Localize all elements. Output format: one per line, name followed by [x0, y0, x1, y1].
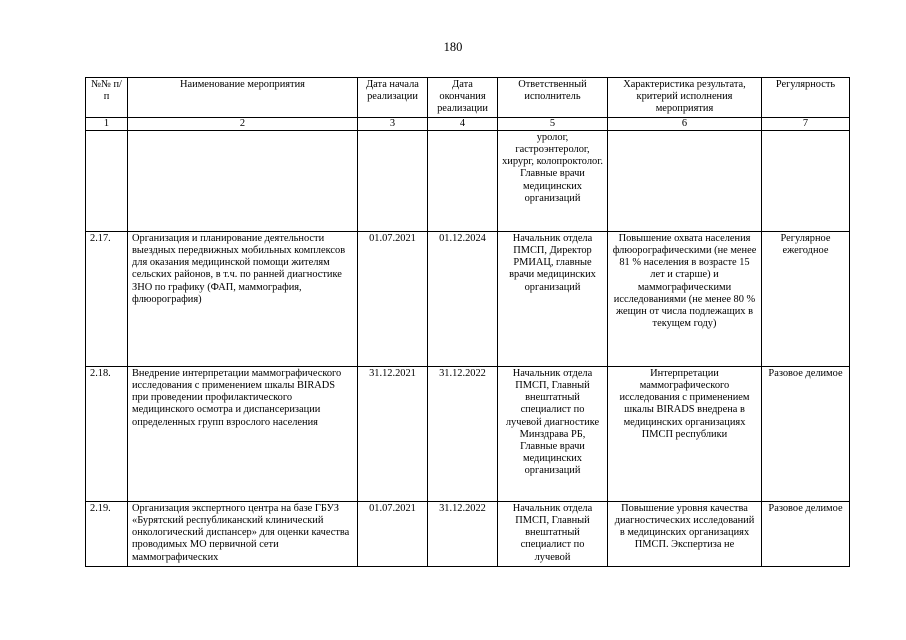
result: Повышение уровня качества диагностических исследований в медицинских организациях ПМСП. Экспертиза не — [608, 501, 762, 566]
column-number: 7 — [762, 117, 850, 130]
result: Интерпретации маммографического исследования с применением шкалы BIRADS внедрена в медицинских организациях ПМСП республики — [608, 366, 762, 501]
row-number: 2.18. — [86, 366, 128, 501]
header-activity-name: Наименование мероприятия — [128, 78, 358, 118]
header-regularity: Регулярность — [762, 78, 850, 118]
end-date: 31.12.2022 — [428, 501, 498, 566]
header-result: Характеристика результата, критерий исполнения мероприятия — [608, 78, 762, 118]
responsible: Начальник отдела ПМСП, Главный внештатный специалист по лучевой — [498, 501, 608, 566]
row-number: 2.19. — [86, 501, 128, 566]
start-date: 01.07.2021 — [358, 231, 428, 366]
start-date: 01.07.2021 — [358, 501, 428, 566]
regularity: Разовое делимое — [762, 366, 850, 501]
responsible: уролог, гастроэнтеролог, хирург, колопроктолог. Главные врачи медицинских организаций — [498, 130, 608, 231]
end-date — [428, 130, 498, 231]
activities-table — [85, 77, 850, 567]
column-number: 4 — [428, 117, 498, 130]
row-number — [86, 130, 128, 231]
responsible: Начальник отдела ПМСП, Главный внештатный специалист по лучевой диагностике Минздрава РБ, Главные врачи медицинских организаций — [498, 366, 608, 501]
result: Повышение охвата населения флюорографическими (не менее 81 % населения в возрасте 15 лет и старше) и маммографическими исследованиями (не менее 80 % жещин от числа подлежащих в текущем году) — [608, 231, 762, 366]
table-row — [86, 366, 850, 501]
header-number: №№ п/п — [86, 78, 128, 118]
column-number: 1 — [86, 117, 128, 130]
regularity: Регулярное ежегодное — [762, 231, 850, 366]
header-start-date: Дата начала реализации — [358, 78, 428, 118]
row-number: 2.17. — [86, 231, 128, 366]
regularity: Разовое делимое — [762, 501, 850, 566]
activity-name — [128, 130, 358, 231]
end-date: 31.12.2022 — [428, 366, 498, 501]
header-responsible: Ответственный исполнитель — [498, 78, 608, 118]
page-number: 180 — [443, 40, 463, 54]
regularity — [762, 130, 850, 231]
start-date — [358, 130, 428, 231]
column-number: 3 — [358, 117, 428, 130]
table-row — [86, 130, 850, 231]
column-number: 5 — [498, 117, 608, 130]
header-end-date: Дата окончания реализации — [428, 78, 498, 118]
column-number-row — [86, 117, 850, 130]
header-row — [86, 78, 850, 118]
activity-name: Внедрение интерпретации маммографического исследования с применением шкалы BIRADS при проведении профилактического медицинского осмотра и диспансеризации определенных групп взрослого населения — [128, 366, 358, 501]
column-number: 2 — [128, 117, 358, 130]
table-row — [86, 501, 850, 566]
result — [608, 130, 762, 231]
table-row — [86, 231, 850, 366]
column-number: 6 — [608, 117, 762, 130]
start-date: 31.12.2021 — [358, 366, 428, 501]
responsible: Начальник отдела ПМСП, Директор РМИАЦ, главные врачи медицинских организаций — [498, 231, 608, 366]
activity-name: Организация и планирование деятельности выездных передвижных мобильных комплексов для оказания медицинской помощи жителям сельских районов, в т.ч. по ранней диагностике ЗНО по графику (ФАП, маммография, флюорография) — [128, 231, 358, 366]
end-date: 01.12.2024 — [428, 231, 498, 366]
activity-name: Организация экспертного центра на базе ГБУЗ «Бурятский республиканский клинический онкологический диспансер» для оценки качества проводимых МО первичной сети маммографических — [128, 501, 358, 566]
